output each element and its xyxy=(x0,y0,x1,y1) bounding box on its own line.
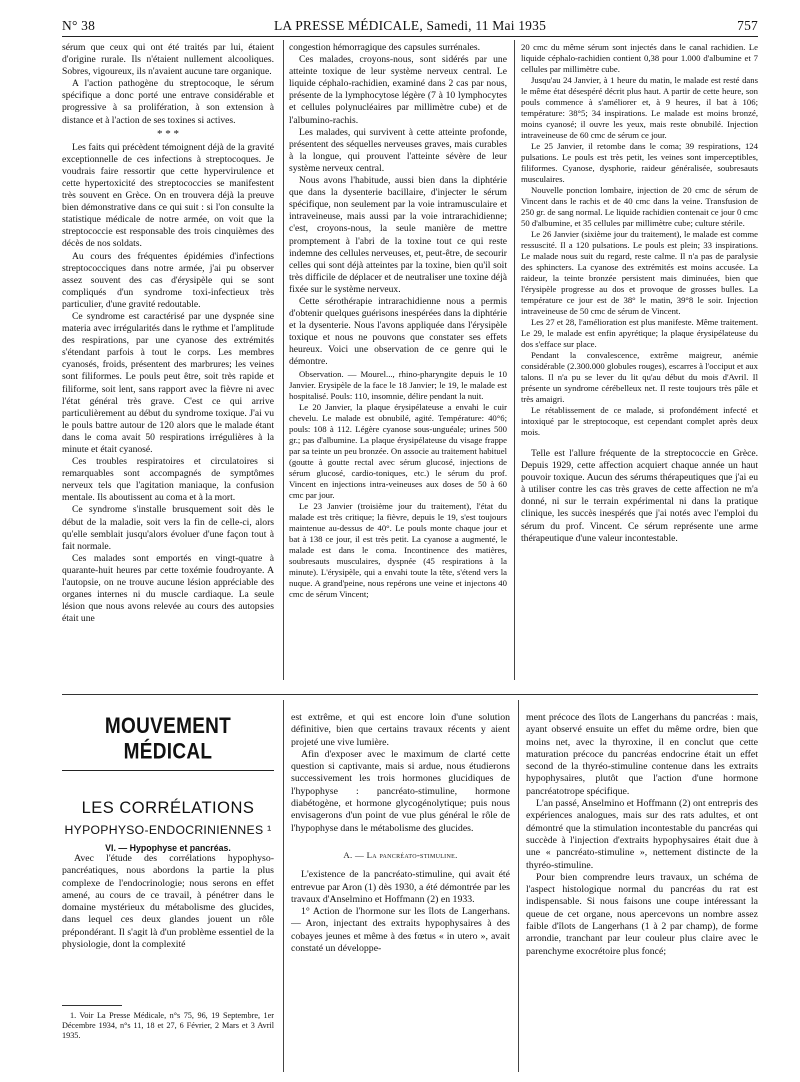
article-intro xyxy=(62,853,274,951)
column-rule xyxy=(283,40,284,680)
observation-paragraph: 20 cmc du même sérum sont injectés dans le canal rachidien. Le liquide céphalo-rachidien contient 0,38 pour 1.000 d'albumine et 7 cellules par millimètre cube. xyxy=(521,42,758,74)
column-rule xyxy=(518,700,519,1072)
page-number: 757 xyxy=(737,18,758,33)
journal-title: LA PRESSE MÉDICALE, Samedi, 11 Mai 1935 xyxy=(273,18,547,33)
footnote-text: 1. Voir La Presse Médicale, n°s 75, 96, 19 Septembre, 1er Décembre 1934, n°s 11, 18 et 27, 6 Février, 2 Mars et 3 Avril 1935. xyxy=(62,1011,274,1041)
paragraph: L'existence de la pancréato-stimuline, qui avait été entrevue par Aron (1) dès 1930, a été démontrée par les travaux d'Anselmino et Hoffmann (2) en 1933. xyxy=(291,869,510,905)
observation-paragraph: Le 26 Janvier (sixième jour du traitement), le malade est comme ressuscité. Il a 120 pulsations. Le pouls est plein; 33 inspirations. Le malade nous suit du regard, reste calme. Il n'a pas de paralysie des sphincters. La cyanose des extrémités est moins accusée. La raideur, la teinte bronzée persistent mais diminuées, bien que l'érysipèle progresse au dos et provoque de grosses bulles. La température ce jour est de 38° le matin, 39°8 le soir. Injection intraveineuse de 50 cmc de sérum de Vincent. xyxy=(521,229,758,316)
column-rule xyxy=(283,700,284,1072)
section-title-rule xyxy=(62,770,274,771)
paragraph: sérum que ceux qui ont été traités par lui, étaient d'origine rurale. Ils n'étaient nullement alcooliques. Sobres, vigoureux, ils n'avaient aucune tare organique. xyxy=(62,42,274,78)
paragraph: Les malades, qui survivent à cette atteinte profonde, présentent des séquelles nerveuses graves, mais curables à la longue, qui prouvent l'atteinte sévère de leur système nerveux central. xyxy=(289,126,507,174)
paragraph: Telle est l'allure fréquente de la streptococcie en Grèce. Depuis 1929, cette affection acquiert chaque année un haut pouvoir toxique. Aucun des sérums thérapeutiques que j'ai eu à utiliser contre les cas très graves de cette affection ne m'a donné, ni sur le terrain expérimental ni dans la pratique clinique, les succès inespérés que j'ai notés avec l'emploi du sérum du prof. Vincent. Ce sérum représente une arme thérapeutique d'une valeur incontestable. xyxy=(521,448,758,544)
paragraph: est extrême, et qui est encore loin d'une solution définitive, bien que certains travaux récents y aient projeté une vive lumière. xyxy=(291,712,510,748)
paragraph: ment précoce des îlots de Langerhans du pancréas : mais, ayant observé ensuite un effet du même ordre, bien que moins net, avec la thyroxine, il en conclut que cette maturation précoce du pancréas endocrine était un effet second de la thyréo-stimuline contenue dans les extraits hypophysaires, plutôt que l'action d'une hormone pancréatotrope spécifique. xyxy=(526,712,758,797)
paragraph: 1° Action de l'hormone sur les îlots de Langerhans. — Aron, injectant des extraits hypophysaires à des cobayes jeunes et même à des fœtus « in utero », avait constaté un développe- xyxy=(291,906,510,955)
article-subtitle: HYPOPHYSO-ENDOCRINIENNES ¹ xyxy=(64,823,272,837)
issue-number: N° 38 xyxy=(62,18,96,33)
paragraph: Nous avons l'habitude, aussi bien dans la diphtérie que dans la dysenterie bacillaire, d'injecter le sérum spécifique, non seulement par la voie intramusculaire et intraveineuse, mais aussi par la voie intrarachidienne; c'est, croyons-nous, la seule manière de mettre promptement à l'abri de la toxine tout ce qui reste indemne des cellules nerveuses, et, peut-être, de secourir celles qui sont déjà atteintes par la toxine, bien qu'il soit très difficile de déplacer et de neutraliser une toxine déjà fixée sur le système nerveux. xyxy=(289,175,507,295)
bottom-column-3 xyxy=(526,712,758,1077)
section-divider xyxy=(62,694,758,695)
mouvement-medical-heading-block xyxy=(62,706,274,853)
page-header xyxy=(62,14,758,37)
observation-paragraph: Le 20 Janvier, la plaque érysipélateuse a envahi le cuir chevelu. Le malade est obnubilé, agité. Température: 40°6; pouls: 108 à 112. Légère cyanose sous-unguéale; urines 500 gr.; pas d'albumine. La plaque érysipélateuse du visage frappe par sa teinte un peu bronzée. On associe au traitement habituel (goutte à goutte rectal avec sérum glucosé, injections de sérum glucosé, cardio-toniques, etc.) le sérum du prof. Vincent en injections intra-veineuses aux doses de 50 à 60 cmc par jour. xyxy=(289,401,507,500)
top-column-1 xyxy=(62,42,274,687)
section-title: MOUVEMENT MÉDICAL xyxy=(104,714,232,765)
paragraph: Ces malades, croyons-nous, sont sidérés par une atteinte toxique de leur système nerveux central. Le liquide céphalo-rachidien, examiné dans 2 cas par nous, présente de la lymphocytose légère (7 à 10 lymphocytes et cellules polynucléaires par millimètre cube) et de l'albumino-rachis. xyxy=(289,54,507,126)
paragraph: Ces malades sont emportés en vingt-quatre à quarante-huit heures par cette toxémie foudroyante. A l'autopsie, on ne trouve aucune lésion appréciable des organes internes ni du muscle cardiaque. La seule lésion que nous avons relevée au cours des autopsies était une xyxy=(62,552,274,625)
top-column-3 xyxy=(521,42,758,687)
observation-paragraph: Pendant la convalescence, extrême maigreur, anémie considérable (2.300.000 globules rouges), escarres à l'occiput et aux talons. Il n'a pu se lever du lit qu'au début du mois d'Avril. Il présente un syndrome cérébelleux net. Il reste toujours très pâle et très amaigri. xyxy=(521,350,758,404)
paragraph: congestion hémorragique des capsules surrénales. xyxy=(289,42,481,53)
paragraph: Ces troubles respiratoires et circulatoires si remarquables sont accompagnés de symptômes nerveux tels que l'agitation maniaque, la confusion mentale. Ils aboutissent au coma et à la mort. xyxy=(62,456,274,504)
paragraph: A l'action pathogène du streptocoque, le sérum spécifique a donc porté une entrave considérable et progressive à sa prolifération, à son extension à distance et à l'action de ses toxines si actives. xyxy=(62,78,274,126)
paragraph: Avec l'étude des corrélations hypophyso-pancréatiques, nous abordons la partie la plus complexe de l'endocrinologie; nous serons en effet amené, au cours de ce travail, à pénétrer dans le domaine mystérieux du métabolisme des glucides, dans lequel ces deux glandes jouent un rôle prépondérant. Il s'agit là d'un problème essentiel de la physiologie, dont la complexité xyxy=(62,853,274,951)
subsection-heading: A. — La pancréato-stimuline. xyxy=(343,849,458,860)
observation-paragraph: Les 27 et 28, l'amélioration est plus manifeste. Même traitement. Le 29, le malade est enfin apyrétique; la plaque érysipélateuse du dos s'efface sur place. xyxy=(521,317,758,349)
paragraph: Ce syndrome s'installe brusquement soit dès le début de la maladie, soit vers la fin de celle-ci, alors qu'elle semblait jusqu'alors évoluer d'une façon tout à fait normale. xyxy=(62,504,274,552)
observation-paragraph: Jusqu'au 24 Janvier, à 1 heure du matin, le malade est resté dans le même état désespéré décrit plus haut. A partir de cette heure, son pouls commence à s'améliorer et, à 9 heures, il bat à 106; température: 38°5; 34 inspirations. Le malade est moins bronzé, moins cyanosé; il ouvre les yeux, mais reste obnubilé. Injection intraveineuse de 60 cmc de sérum ce jour. xyxy=(521,75,758,140)
observation-paragraph: Observation. — Mourel..., rhino-pharyngite depuis le 10 Janvier. Erysipèle de la face le 18 Janvier; le 19, le malade est hospitalisé. Pouls: 110, insomnie, délire pendant la nuit. xyxy=(289,368,507,401)
paragraph: L'an passé, Anselmino et Hoffmann (2) ont entrepris des expériences analogues, mais sur des rats adultes, et ont démontré que la stimulation incontestable du pancréas qui succède à l'injection d'extraits hypophysaires était due à une « pancréato-stimuline », nettement distincte de la thyréo-stimuline. xyxy=(526,798,758,871)
paragraph: Afin d'exposer avec le maximum de clarté cette question si captivante, mais si ardue, nous étudierons successivement les trois hormones glucidiques de l'hypophyse : pancréato-stimuline, hormone diabétogène, et hormone glycogénolytique; puis nous envisagerons d'un point de vue plus général le rôle de l'hypophyse dans le métabolisme des glucides. xyxy=(291,748,510,834)
paragraph: Au cours des fréquentes épidémies d'infections streptococciques dans notre armée, j'ai pu observer assez souvent des cas d'érysipèle qui se sont compliqués d'un syndrome toxi-infectieux très particulier, d'une gravité redoutable. xyxy=(62,250,274,310)
paragraph: Pour bien comprendre leurs travaux, un schéma de l'aspect histologique normal du pancréas du rat est indispensable. Si nous faisons une coupe intéressant la queue de cet organe, nous apercevons un nombre assez faible d'îlots de Langerhans (1 à 2 par champ), de forme arrondie, tranchant par leur couleur plus claire avec le parenchyme exocrétoire plus foncé; xyxy=(526,871,758,957)
footnote xyxy=(62,1011,274,1042)
article-title: LES CORRÉLATIONS xyxy=(81,799,255,817)
top-column-2 xyxy=(289,42,507,687)
paragraph: Ce syndrome est caractérisé par une dyspnée sine materia avec irrégularités dans le rythme et l'amplitude des respirations, par une cyanose des extrémités s'étendant parfois à tout le corps. Les membres cyanosés, froids, présentent des marbrures; les veines sont filiformes. Le pouls peut être, soit très rapide et filiforme, soit lent, sans rapport avec la fièvre ni avec l'état général très grave. C'est ce qui arrive particulièrement au début du syndrome toxique. J'ai vu le pouls battre autour de 120 alors que le malade étant dans le coma avait 50 respirations irrégulières à la minute et était cyanosé. xyxy=(62,310,274,455)
observation-paragraph: Le 23 Janvier (troisième jour du traitement), l'état du malade est très critique; la fièvre, depuis le 19, s'est toujours maintenue au-dessus de 40°. Le pouls monte chaque jour et bat à 138 ce jour, il est très petit. La cyanose a augmenté, le malade est dans le coma. Incontinence des matières, soubresauts musculaires, dyspnée (45 respirations à la minute). L'érysipèle, qui a envahi toute la tête, s'étend vers la nuque. A grand'peine, nous repérons une veine et injectons 40 cmc de sérum Vincent; xyxy=(289,500,507,599)
observation-paragraph: Nouvelle ponction lombaire, injection de 20 cmc de sérum de Vincent dans le rachis et de 40 cmc dans la veine. Transfusion de 250 gr. de sang normal. Le liquide rachidien contenait ce jour 0 cmc 50 d'albumine, et 35 cellules par millimètre cube; culture stérile. xyxy=(521,185,758,228)
paragraph: Cette sérothérapie intrarachidienne nous a permis d'obtenir quelques guérisons inespérées dans la diphtérie et la dysenterie. Nous l'avons appliquée dans l'érysipèle toxique et nous ne pouvons que constater ses effets heureux. Voici une observation de ce genre qui le démontre. xyxy=(289,295,507,368)
observation-paragraph: Le 25 Janvier, il retombe dans le coma; 39 respirations, 124 pulsations. Le pouls est très petit, les veines sont imperceptibles, filiformes. Cyanose, dysphorie, raideur généralisée, soubresauts musculaires. xyxy=(521,141,758,184)
article-part-title: VI. — Hypophyse et pancréas. xyxy=(105,843,231,853)
column-rule xyxy=(514,40,515,680)
footnote-rule xyxy=(62,1005,122,1006)
paragraph: Les faits qui précèdent témoignent déjà de la gravité exceptionnelle de ces infections à streptocoques. Je voudrais faire ressortir que cette hypervirulence et cette hypertoxicité des streptococcies se manifestent très souvent en Grèce. On en trouvera déjà la preuve bien démonstrative dans ce qui suit : si l'on consulte la statistique médicale de notre armée, on voit que la streptococcie est responsable des trois cinquièmes des décès de nos soldats. xyxy=(62,141,274,250)
bottom-column-2 xyxy=(291,712,510,1077)
section-stars: * * * xyxy=(157,127,179,140)
observation-paragraph: Le rétablissement de ce malade, si profondément infecté et intoxiqué par le streptocoque, est cependant complet après deux mois. xyxy=(521,405,758,437)
